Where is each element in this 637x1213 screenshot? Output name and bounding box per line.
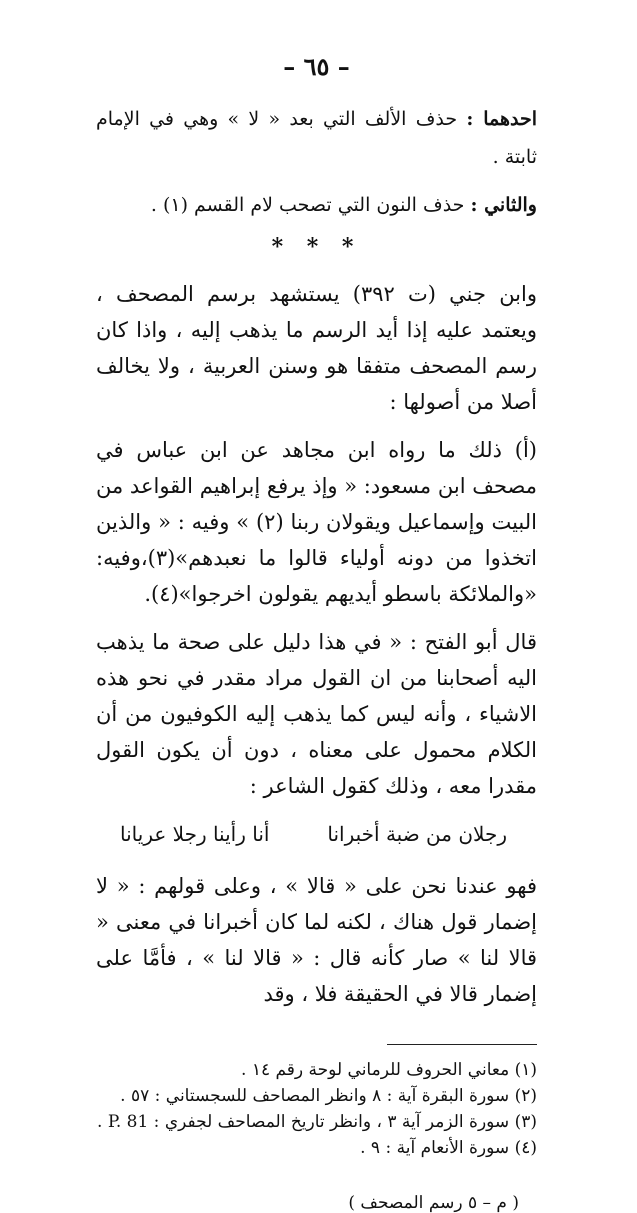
point-1-lead: احدهما : bbox=[466, 108, 537, 130]
signature-mark: ( م – ٥ رسم المصحف ) bbox=[348, 1193, 519, 1213]
poetry-verse bbox=[96, 816, 537, 852]
point-1-text: حذف الألف التي بعد « لا » وهي في الإمام ثابتة . bbox=[96, 108, 537, 168]
verse-first-hemistich: رجلان من ضبة أخبرانا bbox=[327, 822, 507, 846]
closing-paragraph: فهو عندنا نحن على « قالا » ، وعلى قولهم : « لا إضمار قول هناك ، لكنه لما كان أخبرانا في معنى « قالا لنا » صار كأنه قال : « قالا لنا » ، فأمَّا على إضمار قالا في الحقيقة فلا ، وقد bbox=[96, 874, 537, 1006]
footnote-3: (٣) سورة الزمر آية ٣ ، وانظر تاريخ المصاحف لجفري : P. 81 . bbox=[97, 1112, 537, 1132]
point-2-text: حذف النون التي تصحب لام القسم (١) . bbox=[150, 194, 465, 216]
paragraph-2: (أ) ذلك ما رواه ابن مجاهد عن ابن عباس في مصحف ابن مسعود: « وإذ يرفع إبراهيم القواعد من البيت وإسماعيل ويقولان ربنا (٢) » وفيه : « والذين اتخذوا من دونه أولياء قالوا ما نعبدهم»(٣)،وفيه: «والملائكة باسطو أيديهم يقولون اخرجوا»(٤). bbox=[96, 438, 537, 606]
footnote-2: (٢) سورة البقرة آية : ٨ وانظر المصاحف للسجستاني : ٥٧ . bbox=[120, 1086, 537, 1106]
section-separator: * * * bbox=[271, 234, 362, 260]
paragraph-3: قال أبو الفتح : « في هذا دليل على صحة ما يذهب اليه أصحابنا من ان القول مراد مقدر في نحو هذه الاشياء ، وأنه ليس كما يذهب إليه الكوفيون من أن الكلام محمول على معناه ، دون أن يكون القول مقدرا معه ، وذلك كقول الشاعر : bbox=[96, 630, 537, 798]
verse-second-hemistich: أنا رأينا رجلا عريانا bbox=[120, 822, 270, 846]
point-2 bbox=[96, 186, 537, 224]
footnote-divider bbox=[387, 1044, 537, 1045]
paragraph-1: وابن جني (ت ٣٩٢) يستشهد برسم المصحف ، ويعتمد عليه إذا أيد الرسم ما يذهب إليه ، واذا كان رسم المصحف متفقا هو وسنن العربية ، ولا يخالف أصلا من أصولها : bbox=[96, 282, 537, 414]
footnote-1: (١) معاني الحروف للرماني لوحة رقم ١٤ . bbox=[241, 1060, 537, 1080]
point-1 bbox=[96, 100, 537, 176]
page-number: – ٦٥ – bbox=[283, 52, 350, 81]
footnotes bbox=[96, 1057, 537, 1161]
point-2-lead: والثاني : bbox=[470, 194, 537, 216]
footnote-4: (٤) سورة الأنعام آية : ٩ . bbox=[360, 1138, 537, 1158]
